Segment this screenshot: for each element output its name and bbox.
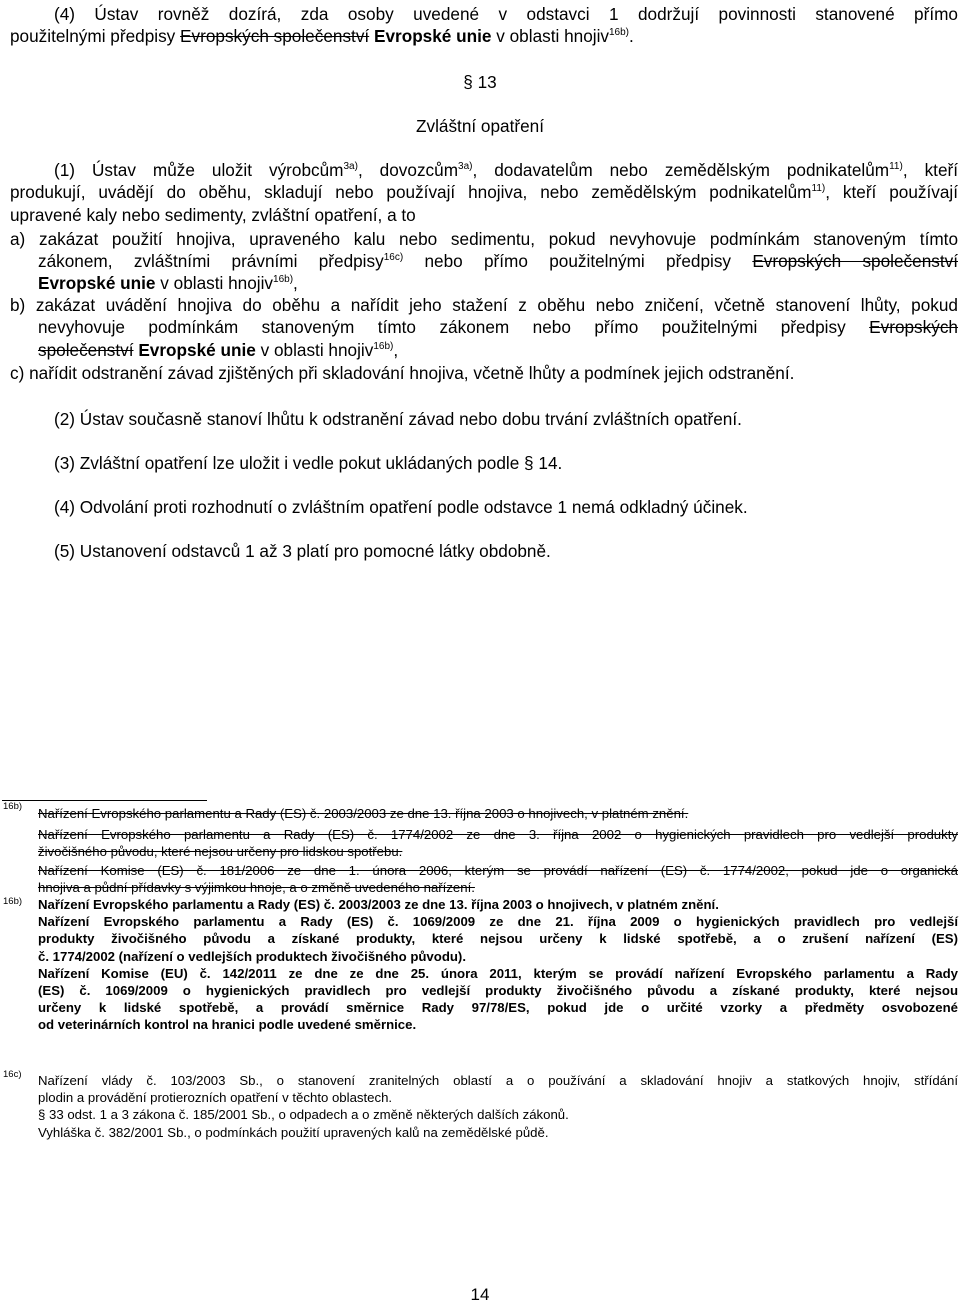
- text: ,: [393, 340, 399, 360]
- footnote-line: č. 1774/2002 (nařízení o vedlejších produktech živočišného původu).: [38, 948, 466, 964]
- footnote-mark-16c: 16c): [3, 1069, 22, 1080]
- item-a-line2: [38, 250, 958, 272]
- footnote-line: Nařízení Evropského parlamentu a Rady (ES) č. 2003/2003 ze dne 13. října 2003 o hnojivech, v platném znění.: [38, 806, 689, 821]
- footnote-line: Nařízení vlády č. 103/2003 Sb., o stanovení zranitelných oblastí a o používání a skladování hnojiv a statkových hnojiv, střídání: [38, 1073, 958, 1088]
- footnote-mark-16b: 16b): [3, 896, 23, 907]
- text: , dovozcům: [357, 160, 459, 180]
- footnote-ref: 16b): [373, 341, 394, 352]
- para1-line3: upravené kaly nebo sedimenty, zvláštní opatření, a to: [10, 205, 416, 225]
- bold-text: Evropské unie: [133, 340, 256, 360]
- item-b-line1: b) zakázat uvádění hnojiva do oběhu a nařídit jeho stažení z oběhu nebo zničení, včetně stanovení lhůty, pokud: [10, 295, 958, 315]
- footnote-line: (ES) č. 1069/2009 o hygienických pravidlech pro vedlejší produkty živočišného původu a získané produkty, které nejsou: [38, 983, 958, 999]
- text: (1) Ústav může uložit výrobcům: [54, 160, 344, 180]
- footnote-mark-16b-old: 16b): [3, 801, 23, 812]
- item-a-line1: a) zakázat použití hnojiva, upraveného kalu nebo sedimentu, pokud nevyhovuje podmínkám stanoveným tímto: [10, 229, 958, 249]
- footnote-line: Nařízení Komise (EU) č. 142/2011 ze dne ze dne 25. února 2011, kterým se provádí nařízení Evropského parlamentu a Rady: [38, 965, 958, 981]
- footnote-ref: 16c): [383, 252, 404, 263]
- text: produkují, uvádějí do oběhu, skladují nebo používají hnojiva, nebo zemědělským podnikatelům: [10, 182, 812, 202]
- text: v oblasti hnojiv: [491, 26, 609, 46]
- footnote-line: plodin a provádění protierozních opatření v těchto oblastech.: [38, 1090, 393, 1106]
- footnote-ref: 3a): [458, 161, 473, 172]
- bold-text: Evropské unie: [369, 26, 492, 46]
- text: v oblasti hnojiv: [255, 340, 374, 360]
- footnote-ref: 11): [889, 161, 903, 172]
- struck-text: Evropských společenství: [752, 251, 958, 271]
- footnote-line: určeny k lidské spotřebě, a provádí směrnice Rady 97/78/ES, pokud jde o určité vzorky a předměty osvobozené: [38, 1000, 958, 1016]
- top-para-line1: (4) Ústav rovněž dozírá, zda osoby uvedené v odstavci 1 dodržují povinnosti stanovené přímo: [54, 4, 958, 24]
- footnote-ref: 16b): [609, 27, 630, 38]
- para3: (3) Zvláštní opatření lze uložit i vedle pokut ukládaných podle § 14.: [54, 453, 563, 473]
- para2: (2) Ústav současně stanoví lhůtu k odstranění závad nebo dobu trvání zvláštních opatření.: [54, 409, 742, 429]
- footnote-line: živočišného původu, které nejsou určeny pro lidskou spotřebu.: [38, 844, 403, 860]
- footnote-separator: [2, 800, 207, 801]
- item-c: c) nařídit odstranění závad zjištěných při skladování hnojiva, včetně lhůty a podmínek jejich odstranění.: [10, 363, 795, 383]
- section-title: Zvláštní opatření: [415, 116, 545, 136]
- footnote-ref: 3a): [343, 161, 358, 172]
- para5: (5) Ustanovení odstavců 1 až 3 platí pro pomocné látky obdobně.: [54, 541, 551, 561]
- footnote-line: Vyhláška č. 382/2001 Sb., o podmínkách použití upravených kalů na zemědělské půdě.: [38, 1124, 549, 1140]
- footnote-line: produkty živočišného původu a získané produkty, které nejsou určeny k lidské spotřebě, a o zrušení nařízení (ES): [38, 931, 958, 947]
- struck-text: společenství: [38, 340, 134, 360]
- footnote-ref: 11): [811, 183, 826, 194]
- footnote-ref: 16b): [273, 274, 294, 285]
- footnote-line: Nařízení Komise (ES) č. 181/2006 ze dne 1. února 2006, kterým se provádí nařízení (ES) č. 1774/2002, pokud jde o organická: [38, 862, 958, 878]
- text: nebo přímo použitelnými předpisy: [403, 251, 753, 271]
- text: , kteří používají: [825, 182, 958, 202]
- footnote-line: Nařízení Evropského parlamentu a Rady (ES) č. 2003/2003 ze dne 13. října 2003 o hnojivech, v platném znění.: [38, 897, 719, 912]
- para1-line1: [54, 159, 958, 181]
- text: nevyhovuje podmínkám stanoveným tímto zákonem nebo přímo použitelnými předpisy: [38, 317, 870, 337]
- footnote-line: hnojiva a půdní přídavky s výjimkou hnoje, a o změně uvedeného nařízení.: [38, 879, 475, 895]
- para1-line2: [10, 181, 958, 203]
- struck-text: Evropských: [869, 317, 958, 337]
- footnote-16b: [38, 896, 958, 1034]
- bold-text: Evropské unie: [38, 273, 156, 293]
- section-number: § 13: [463, 72, 497, 92]
- text: ,: [293, 273, 298, 293]
- item-a-line3: [38, 272, 958, 294]
- item-b-line2: [38, 316, 958, 338]
- footnote-line: § 33 odst. 1 a 3 zákona č. 185/2001 Sb., o odpadech a o změně některých dalších zákonů.: [38, 1107, 569, 1123]
- text: , dodavatelům nebo zemědělským podnikatelům: [472, 160, 890, 180]
- item-b-line3: [38, 339, 958, 361]
- text: zákonem, zvláštními právními předpisy: [38, 251, 384, 271]
- footnote-line: Nařízení Evropského parlamentu a Rady (ES) č. 1774/2002 ze dne 3. října 2002 o hygienických pravidlech pro vedlejší produkty: [38, 827, 958, 843]
- page-number: 14: [470, 1285, 490, 1304]
- text: v oblasti hnojiv: [155, 273, 274, 293]
- text: použitelnými předpisy: [10, 26, 181, 46]
- text: , kteří: [902, 160, 959, 180]
- footnote-16c: [38, 1072, 958, 1141]
- struck-text: Evropských společenství: [180, 26, 370, 46]
- text: .: [629, 26, 634, 46]
- footnote-line: od veterinárních kontrol na hranici podle uvedené směrnice.: [38, 1017, 417, 1033]
- footnote-16b-old: [38, 805, 958, 896]
- top-para-line2: [10, 25, 958, 47]
- footnote-line: Nařízení Evropského parlamentu a Rady (ES) č. 1069/2009 ze dne 21. října 2009 o hygienických pravidlech pro vedlejší: [38, 914, 958, 930]
- para4: (4) Odvolání proti rozhodnutí o zvláštním opatření podle odstavce 1 nemá odkladný účinek.: [54, 497, 748, 517]
